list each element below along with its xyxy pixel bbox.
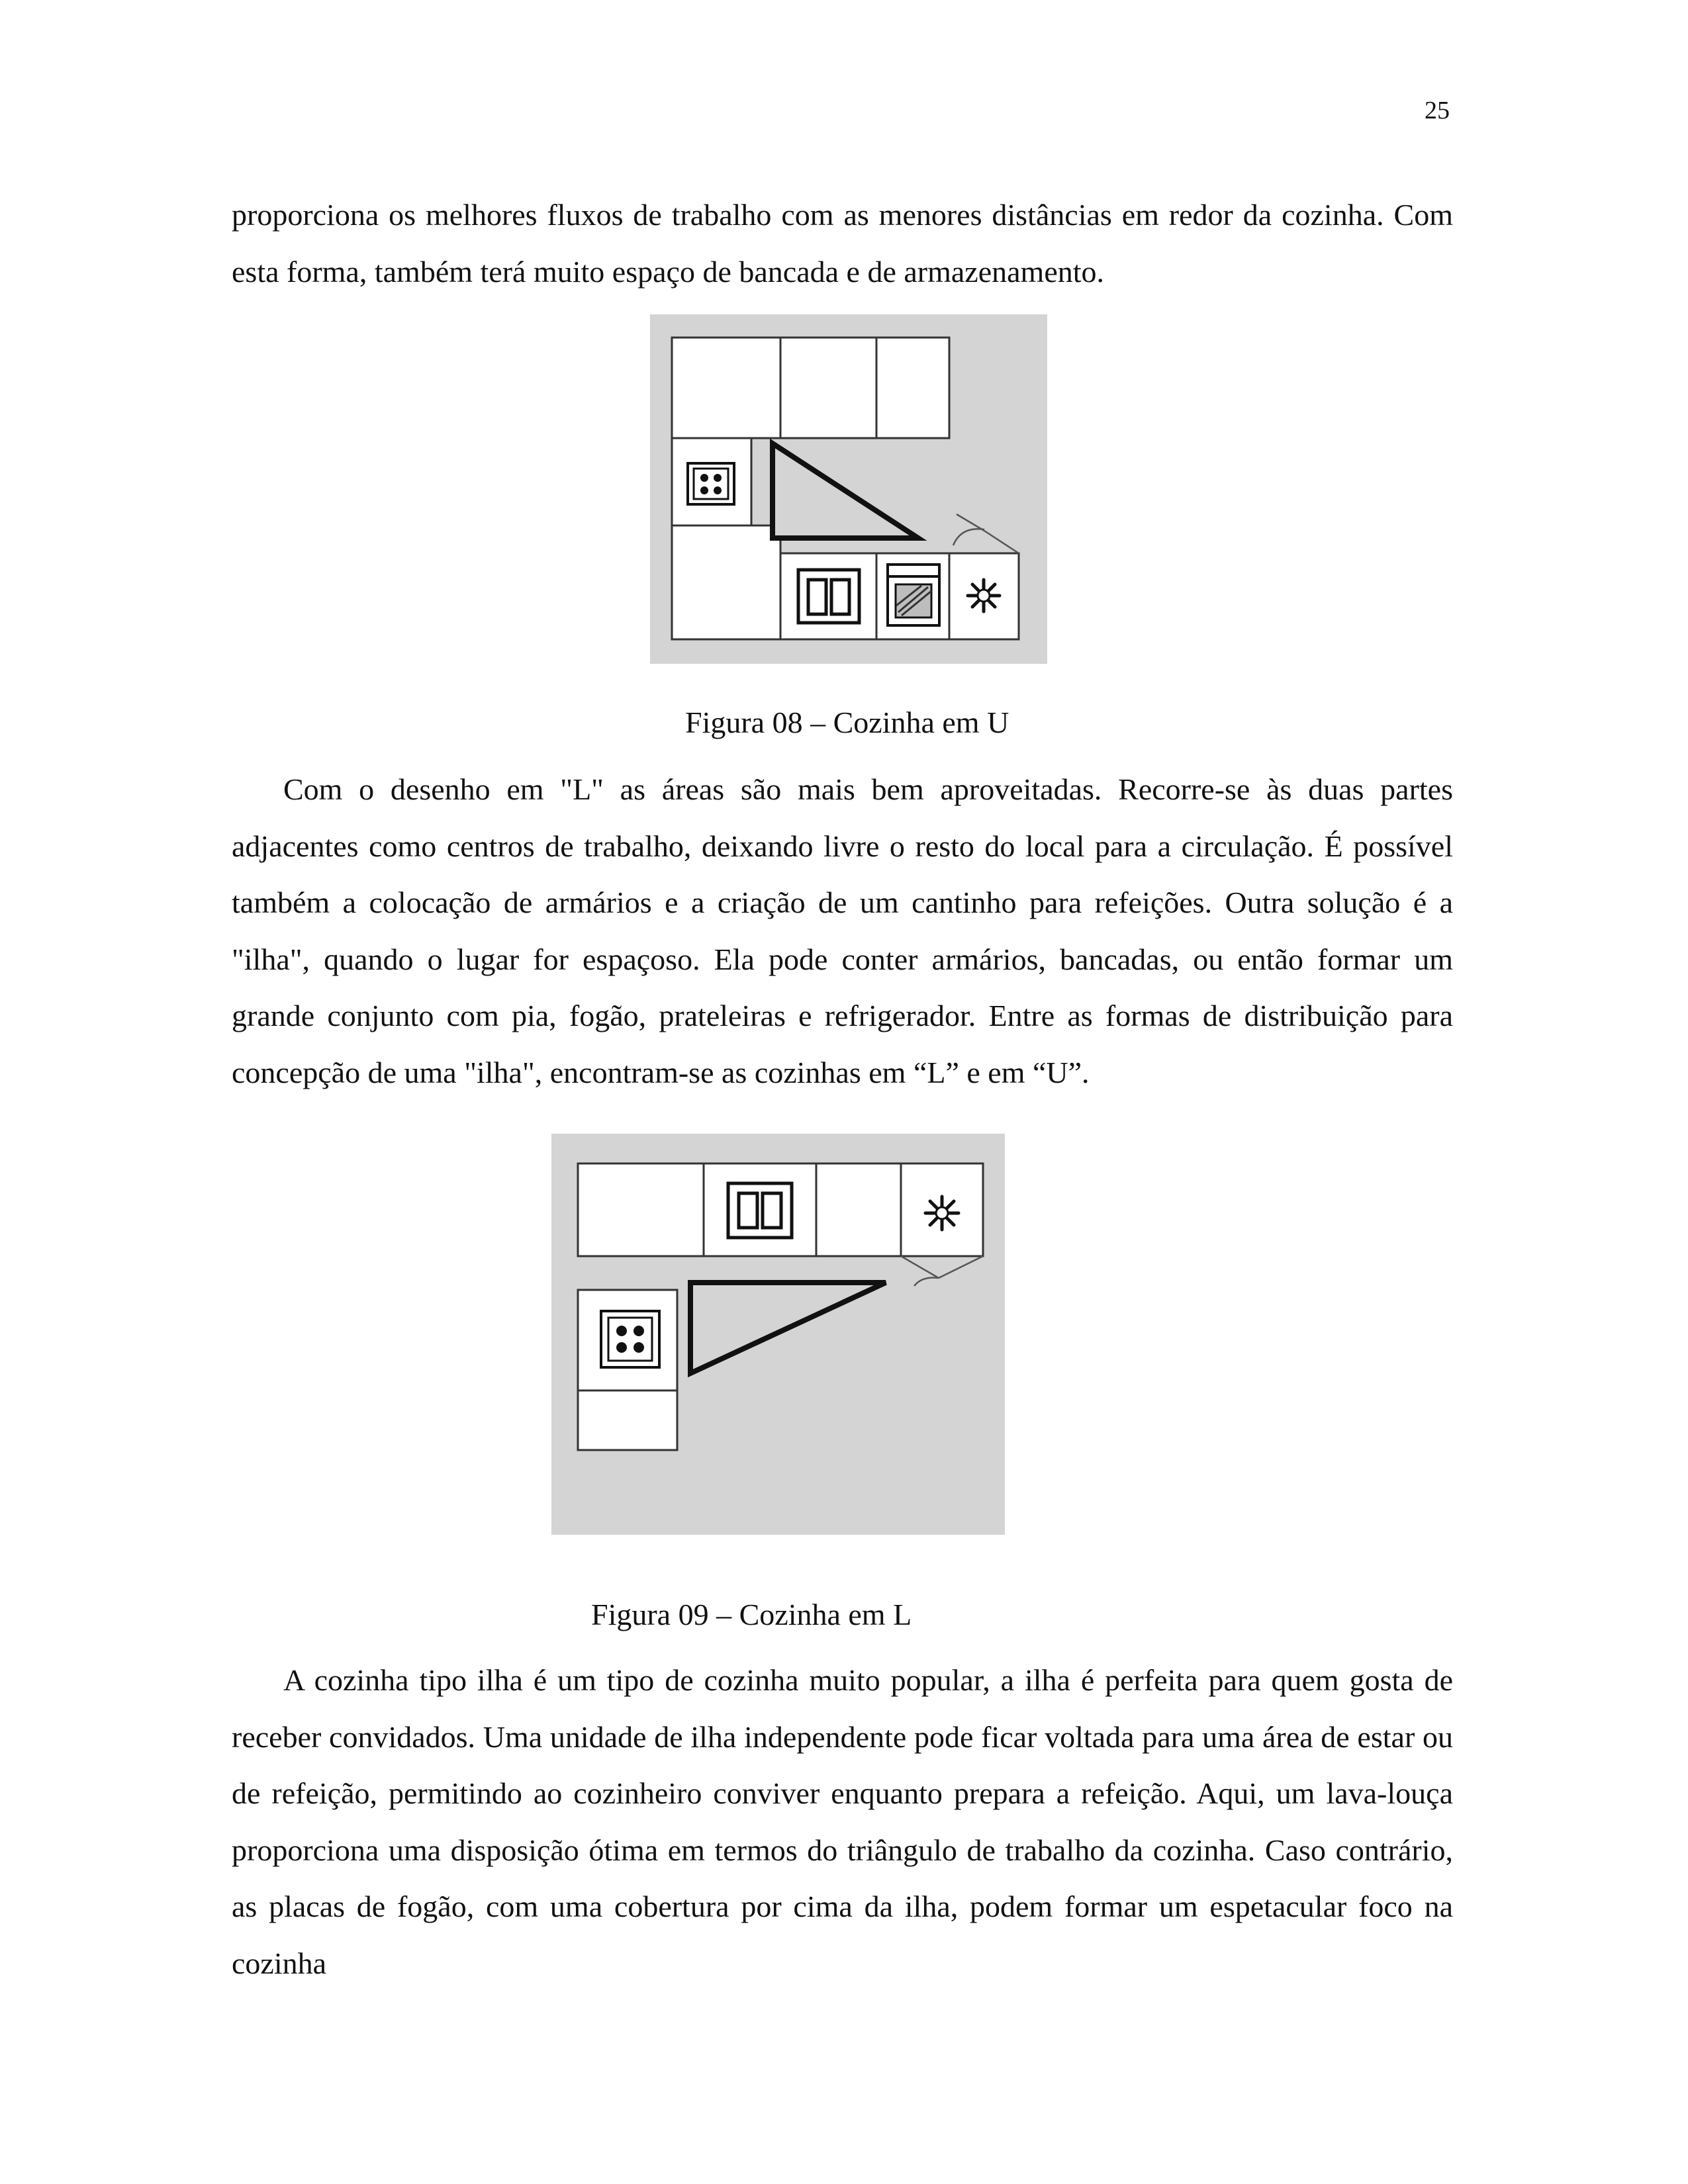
door-swing — [953, 514, 1019, 553]
paragraph-intro: proporciona os melhores fluxos de trabalho com as menores distâncias em redor da cozinha. Com esta forma, também terá muito espaço de bancada e de armazenamento. — [232, 198, 1453, 289]
refrigerator-icon — [968, 580, 1000, 612]
cabinet-top-mid — [816, 1163, 901, 1256]
figure-u-kitchen — [650, 314, 1047, 664]
sink-icon — [728, 1183, 792, 1238]
cabinet-bottom-left — [672, 525, 780, 639]
paragraph-island: A cozinha tipo ilha é um tipo de cozinha muito popular, a ilha é perfeita para quem gosta de receber convidados. Uma unidade de ilha independente pode ficar voltada para uma área de estar ou de refeição, permitindo ao cozinheiro conviver enquanto prepara a refeição. Aqui, um lava-louça proporciona uma disposição ótima em termos do triângulo de trabalho da cozinha. Caso contrário, as placas de fogão, com uma cobertura por cima da ilha, podem formar um espetacular foco na cozinha — [232, 1663, 1453, 1980]
work-triangle — [773, 443, 918, 538]
figure-08-caption: Figura 08 – Cozinha em U — [685, 705, 1009, 739]
figure-l-kitchen — [551, 1134, 1005, 1535]
cabinet-top-left — [672, 338, 780, 438]
refrigerator-icon — [925, 1197, 959, 1230]
u-kitchen-plan — [650, 314, 1047, 664]
page-number: 25 — [1425, 97, 1450, 124]
cabinet-bottom-left — [578, 1390, 677, 1450]
cabinet-top-right — [876, 338, 949, 438]
sink-icon — [798, 570, 859, 623]
cooktop-icon — [601, 1311, 659, 1367]
cabinet-top-mid — [780, 338, 876, 438]
cabinet-top-left — [578, 1163, 704, 1256]
oven-icon — [888, 565, 939, 625]
door-swing — [901, 1256, 983, 1286]
work-triangle — [690, 1283, 886, 1373]
paragraph-l-shape: Com o desenho em "L" as áreas são mais bem aproveitadas. Recorre-se às duas partes adjacentes como centros de trabalho, deixando livre o resto do local para a circulação. É possível também a colocação de armários e a criação de um cantinho para refeições. Outra solução é a "ilha", quando o lugar for espaçoso. Ela pode conter armários, bancadas, ou então formar um grande conjunto com pia, fogão, prateleiras e refrigerador. Entre as formas de distribuição para concepção de uma "ilha", encontram-se as cozinhas em “L” e em “U”. — [232, 772, 1453, 1089]
l-kitchen-plan — [551, 1134, 1005, 1535]
figure-09-caption: Figura 09 – Cozinha em L — [591, 1598, 912, 1631]
cooktop-icon — [688, 463, 734, 504]
